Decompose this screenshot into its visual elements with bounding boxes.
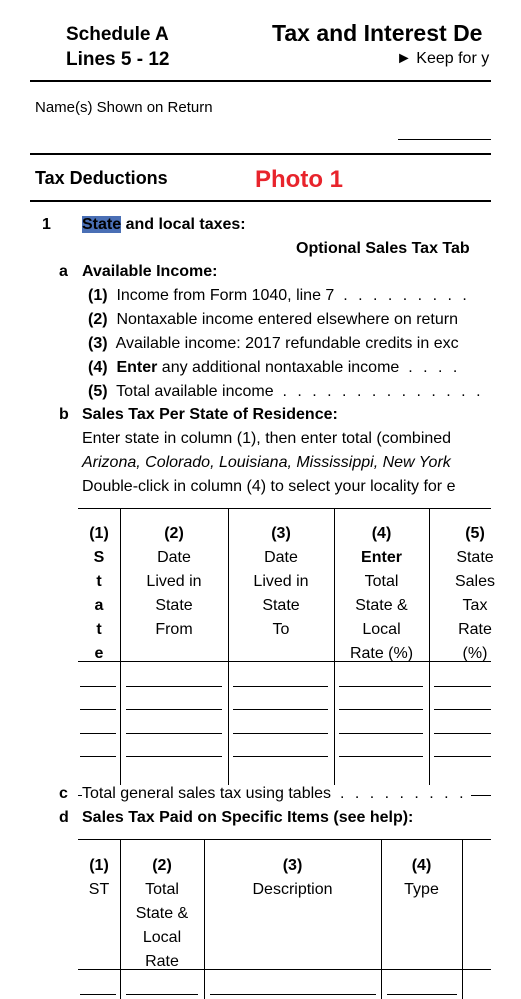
- optional-table-heading: Optional Sales Tax Tab: [296, 240, 470, 257]
- state-field[interactable]: [80, 733, 116, 734]
- date-to-field[interactable]: [233, 686, 328, 687]
- header-line: (4): [371, 525, 392, 542]
- st-field[interactable]: [80, 994, 116, 995]
- date-to-field[interactable]: [233, 733, 328, 734]
- item-number: (3): [88, 335, 108, 352]
- column-header-state: [78, 522, 120, 666]
- header-line: State: [456, 549, 494, 566]
- item-number: (5): [88, 383, 108, 400]
- header-line: State: [262, 597, 300, 614]
- header-line: Description: [252, 881, 333, 898]
- line1-heading: [82, 216, 246, 234]
- header-line: S: [93, 549, 105, 566]
- photo-label: Photo 1: [255, 166, 343, 193]
- header-line: ST: [88, 881, 110, 898]
- header-line: State: [155, 597, 193, 614]
- leader-dots: . . . .: [408, 359, 461, 376]
- total-rate-field[interactable]: [339, 733, 423, 734]
- divider: [30, 80, 491, 82]
- item-emphasis: Enter: [116, 359, 158, 376]
- state-field[interactable]: [80, 709, 116, 710]
- total-sales-tax-line: [82, 785, 471, 803]
- leader-dots: . . . . . . . . .: [343, 287, 470, 304]
- instruction-text: Enter state in column (1), then enter total (combined: [82, 430, 452, 447]
- header-line: Tax: [462, 597, 488, 614]
- divider: [30, 153, 491, 155]
- date-to-field[interactable]: [233, 756, 328, 757]
- list-item: [88, 383, 484, 401]
- header-line: t: [96, 621, 102, 638]
- table-border: [78, 839, 491, 840]
- list-item: [88, 335, 459, 353]
- item-text: Total available income: [116, 383, 274, 400]
- header-line: Rate: [458, 621, 492, 638]
- header-line: (3): [271, 525, 291, 542]
- column-header-sales-tax-rate: [429, 522, 521, 666]
- date-from-field[interactable]: [126, 756, 222, 757]
- column-header-total-rate: [334, 522, 429, 666]
- header-line: (4): [411, 857, 432, 874]
- section-title: Tax Deductions: [35, 168, 168, 188]
- item-text: Nontaxable income entered elsewhere on return: [116, 311, 458, 328]
- header-line: State &: [135, 905, 189, 922]
- column-header-description: [204, 854, 381, 902]
- column-header-type: [381, 854, 462, 902]
- list-item: [88, 287, 470, 305]
- line1-heading-text: and local taxes:: [121, 216, 246, 233]
- lines-label: Lines 5 - 12: [66, 49, 170, 70]
- header-line: Local: [142, 929, 182, 946]
- sales-tax-rate-field[interactable]: [434, 733, 491, 734]
- total-rate-field[interactable]: [339, 709, 423, 710]
- header-line: e: [94, 645, 104, 662]
- header-line: Lived in: [146, 573, 202, 590]
- header-line: Enter: [361, 549, 402, 566]
- item-text: Total general sales tax using tables: [82, 785, 332, 802]
- header-line: (1): [89, 857, 109, 874]
- line-number: 1: [42, 216, 51, 233]
- item-number: (4): [88, 359, 108, 376]
- header-line: Type: [404, 881, 439, 898]
- sales-tax-rate-field[interactable]: [434, 756, 491, 757]
- date-to-field[interactable]: [233, 709, 328, 710]
- item-letter: b: [59, 406, 69, 423]
- header-line: (3): [282, 857, 303, 874]
- instruction-text: Double-click in column (4) to select your locality for e: [82, 478, 456, 495]
- header-line: a: [94, 597, 104, 614]
- type-field[interactable]: [387, 994, 457, 995]
- column-divider: [462, 839, 463, 999]
- column-header-date-from: [120, 522, 228, 642]
- item-text: Income from Form 1040, line 7: [116, 287, 335, 304]
- divider: [30, 200, 491, 202]
- header-line: (5): [465, 525, 485, 542]
- header-line: Rate (%): [349, 645, 414, 662]
- names-label: Name(s) Shown on Return: [35, 99, 213, 116]
- list-item: [88, 359, 460, 377]
- state-field[interactable]: [80, 686, 116, 687]
- name-field[interactable]: [398, 139, 491, 140]
- item-letter: d: [59, 809, 69, 826]
- keep-note: ► Keep for y: [396, 50, 490, 67]
- header-line: t: [96, 573, 102, 590]
- header-line: From: [155, 621, 193, 638]
- header-line: State &: [355, 597, 408, 614]
- header-line: Lived in: [253, 573, 309, 590]
- leader-dots: . . . . . . . . . . . . . .: [282, 383, 484, 400]
- column-header-date-to: [228, 522, 334, 642]
- instruction-states: Arizona, Colorado, Louisiana, Mississippi, New York: [82, 454, 451, 471]
- table-border: [78, 969, 491, 970]
- item-number: (1): [88, 287, 108, 304]
- header-line: To: [272, 621, 290, 638]
- highlighted-word: State: [82, 216, 122, 233]
- header-line: (%): [462, 645, 488, 662]
- sales-tax-rate-field[interactable]: [434, 686, 491, 687]
- header-line: (2): [152, 857, 172, 874]
- header-line: Total: [364, 573, 399, 590]
- item-text: any additional nontaxable income: [157, 359, 400, 376]
- specific-items-heading: Sales Tax Paid on Specific Items (see help):: [82, 809, 414, 826]
- header-line: Date: [264, 549, 298, 566]
- form-title: Tax and Interest De: [272, 20, 483, 46]
- total-rate-field[interactable]: [339, 756, 423, 757]
- header-line: (1): [89, 525, 109, 542]
- schedule-label: Schedule A: [66, 24, 169, 45]
- header-line: Date: [157, 549, 191, 566]
- state-field[interactable]: [80, 756, 116, 757]
- item-letter: a: [59, 263, 68, 280]
- leader-dots: . . . . . . . . .: [339, 785, 467, 802]
- header-line: (2): [164, 525, 184, 542]
- total-rate-field[interactable]: [126, 994, 198, 995]
- available-income-heading: Available Income:: [82, 263, 218, 280]
- item-text: Available income: 2017 refundable credits in exc: [115, 335, 459, 352]
- header-line: Rate: [145, 953, 179, 970]
- sales-tax-heading: Sales Tax Per State of Residence:: [82, 406, 338, 423]
- list-item: [88, 311, 458, 329]
- item-letter: c: [59, 785, 68, 802]
- date-from-field[interactable]: [126, 709, 222, 710]
- item-number: (2): [88, 311, 108, 328]
- header-line: Sales: [454, 573, 496, 590]
- sales-tax-rate-field[interactable]: [434, 709, 491, 710]
- date-from-field[interactable]: [126, 686, 222, 687]
- date-from-field[interactable]: [126, 733, 222, 734]
- column-header-total-rate: [120, 854, 204, 974]
- description-field[interactable]: [210, 994, 376, 995]
- column-header-st: [78, 854, 120, 902]
- header-line: Total: [145, 881, 179, 898]
- header-line: Local: [362, 621, 401, 638]
- total-rate-field[interactable]: [339, 686, 423, 687]
